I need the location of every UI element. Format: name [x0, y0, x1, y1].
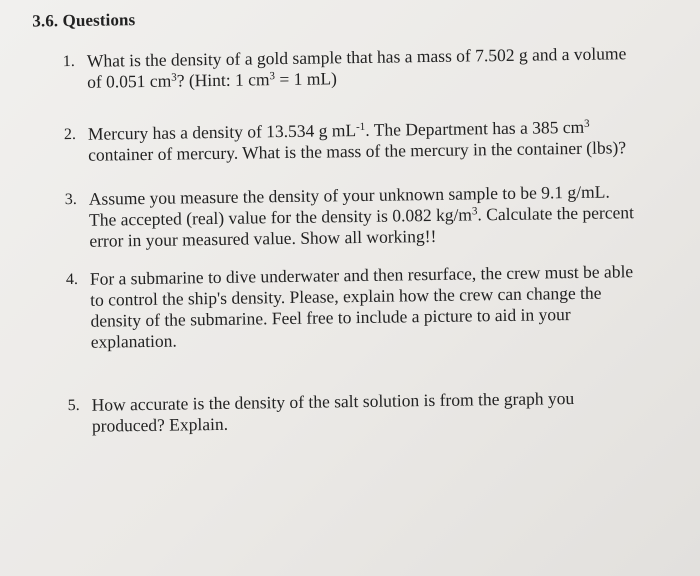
question-line: density of the submarine. Feel free to include a picture to aid in your	[90, 304, 571, 331]
question-line: For a submarine to dive underwater and then resurface, the crew must be able	[89, 261, 634, 289]
question-text	[87, 42, 700, 93]
question-line: . The Department has a 385 cm	[365, 116, 585, 140]
question-line: = 1 mL)	[274, 68, 338, 90]
question-4	[66, 260, 700, 353]
superscript: 3	[171, 71, 177, 84]
question-line: What is the density of a gold sample that has a mass of 7.502 g and a volume	[86, 43, 627, 71]
question-number: 1.	[62, 52, 75, 71]
superscript: -1	[356, 120, 366, 134]
question-number: 5.	[67, 396, 80, 415]
section-title: 3.6. Questions	[32, 10, 136, 31]
superscript: 3	[269, 70, 276, 83]
question-text	[89, 180, 700, 252]
question-line: container of mercury. What is the mass of the mercury in the container (lbs)?	[88, 137, 627, 165]
question-line: How accurate is the density of the salt solution is from the graph you	[91, 388, 575, 415]
question-number: 2.	[63, 125, 77, 144]
question-line: ? (Hint: 1 cm	[176, 69, 270, 91]
superscript: 3	[584, 117, 590, 130]
question-1	[63, 42, 700, 93]
question-line: Mercury has a density of 13.534 g mL	[87, 120, 357, 144]
question-5	[68, 386, 700, 437]
question-text	[88, 115, 700, 166]
question-number: 3.	[64, 190, 77, 209]
question-line: of 0.051 cm	[87, 70, 172, 92]
question-number: 4.	[65, 270, 79, 289]
question-line: Assume you measure the density of your unknown sample to be 9.1 g/mL.	[88, 181, 610, 209]
question-2	[64, 115, 700, 166]
question-line: . Calculate the percent	[477, 202, 635, 225]
question-line: error in your measured value. Show all working!!	[89, 225, 437, 251]
question-line: explanation.	[90, 330, 177, 352]
question-line: to control the ship's density. Please, explain how the crew can change the	[90, 282, 602, 310]
question-text	[92, 386, 700, 437]
superscript: 3	[471, 205, 478, 218]
question-line: produced? Explain.	[91, 413, 229, 436]
question-3	[65, 180, 700, 252]
question-line: The accepted (real) value for the density is 0.082 kg/m	[88, 204, 473, 230]
question-text	[90, 260, 700, 353]
